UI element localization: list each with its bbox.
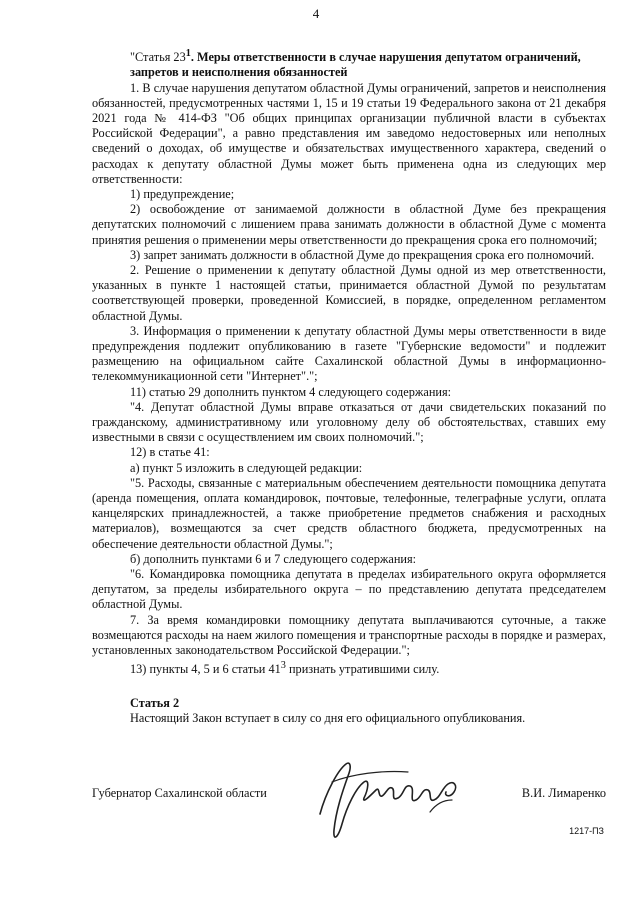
article-2-heading: Статья 2 xyxy=(130,695,180,710)
amendment-item-12b-point-6: "6. Командировка помощника депутата в пределах избирательного округа оформляется депутатом, за пределы избирательного округа – по представлению депутата председателем областной Думы. xyxy=(92,567,606,612)
paragraph-3: 3. Информация о применении к депутату областной Думы меры ответственности в виде предупреждения подлежит опубликованию в газете "Губернские ведомости" и подлежит размещению на официальном сайте Сахалинской областной Думы в информационно-телекоммуникационной сети "Интернет"."; xyxy=(92,323,606,384)
amendment-item-11: 11) статью 29 дополнить пунктом 4 следующего содержания: xyxy=(130,384,452,399)
article-23-title-superscript: 1 xyxy=(185,48,191,59)
amendment-item-12b-point-7: 7. За время командировки помощнику депутата выплачиваются суточные, а также возмещаются расходы на наем жилого помещения и транспортные расходы в порядке и размерах, установленных законодательством Российской Федерации."; xyxy=(92,612,606,658)
article-2-text: Настоящий Закон вступает в силу со дня его официального опубликования. xyxy=(130,710,526,725)
amendment-item-13 xyxy=(92,658,606,677)
amendment-item-12: 12) в статье 41: xyxy=(130,445,210,460)
article-23-title xyxy=(92,46,606,65)
document-body xyxy=(92,46,606,726)
article-23-title-lead: "Статья 23 xyxy=(130,50,186,65)
governor-title: Губернатор Сахалинской области xyxy=(92,786,267,800)
paragraph-1-item-2: 2) освобождение от занимаемой должности в областной Думе без прекращения депутатских полномочий с лишением права занимать должности в областной Думе с момента принятия решения о применении меры ответственности до прекращения срока его полномочий; xyxy=(92,202,606,247)
article-23-title-bold: . Меры ответственности в случае нарушения депутатом ограничений, xyxy=(190,50,581,65)
paragraph-1-item-3: 3) запрет занимать должности в областной Думе до прекращения срока его полномочий. xyxy=(130,247,595,262)
page-number: 4 xyxy=(312,6,320,21)
paragraph-2: 2. Решение о применении к депутату областной Думы одной из мер ответственности, указанных в пункте 1 настоящей статьи, принимается областной Думой по результатам соответствующей проверки, проведенной Комиссией, в порядке, определенном регламентом областной Думы. xyxy=(92,262,606,323)
amendment-item-13-superscript: 3 xyxy=(280,660,286,672)
governor-signature xyxy=(312,752,482,852)
amendment-item-12b: б) дополнить пунктами 6 и 7 следующего содержания: xyxy=(130,551,417,566)
governor-name: В.И. Лимаренко xyxy=(521,786,606,800)
amendment-item-12a: а) пункт 5 изложить в следующей редакции: xyxy=(130,460,363,475)
paragraph-1: 1. В случае нарушения депутатом областной Думы ограничений, запретов и неисполнения обязанностей, предусмотренных частями 1, 15 и 19 статьи 19 Федерального закона от 21 декабря 2021 года № 414-ФЗ "Об общих принципах организации публичной власти в субъектах Российской Федерации", а равно представления им заведомо недостоверных или неполных сведений о доходах, об имуществе и обязательствах имущественного характера, сведений о расходах к депутату областной Думы может быть применена одна из следующих мер ответственности: xyxy=(92,80,606,186)
amendment-item-13-tail: признать утратившими силу. xyxy=(285,662,440,677)
amendment-item-12a-text: "5. Расходы, связанные с материальным обеспечением деятельности помощника депутата (аренда помещения, оплата командировок, почтовые, телефонные, телеграфные услуги, оплата канцелярских принадлежностей, а также приобретение предметов снабжения и расходных материалов), возмещаются за счет средств областного бюджета, предусмотренных на обеспечение деятельности областной Думы."; xyxy=(92,475,606,551)
signature-block xyxy=(92,786,606,801)
paragraph-1-item-1: 1) предупреждение; xyxy=(130,186,235,201)
article-23-title-line2: запретов и неисполнения обязанностей xyxy=(130,65,348,80)
amendment-item-13-text: 13) пункты 4, 5 и 6 статьи 41 xyxy=(130,662,281,677)
article-2 xyxy=(92,696,606,726)
amendment-item-11-text: "4. Депутат областной Думы вправе отказаться от дачи свидетельских показаний по гражданскому, административному или уголовному делу об обстоятельствах, ставших ему известными в связи с осуществлением им своих полномочий."; xyxy=(92,399,606,445)
document-code: 1217-ПЗ xyxy=(569,826,604,836)
